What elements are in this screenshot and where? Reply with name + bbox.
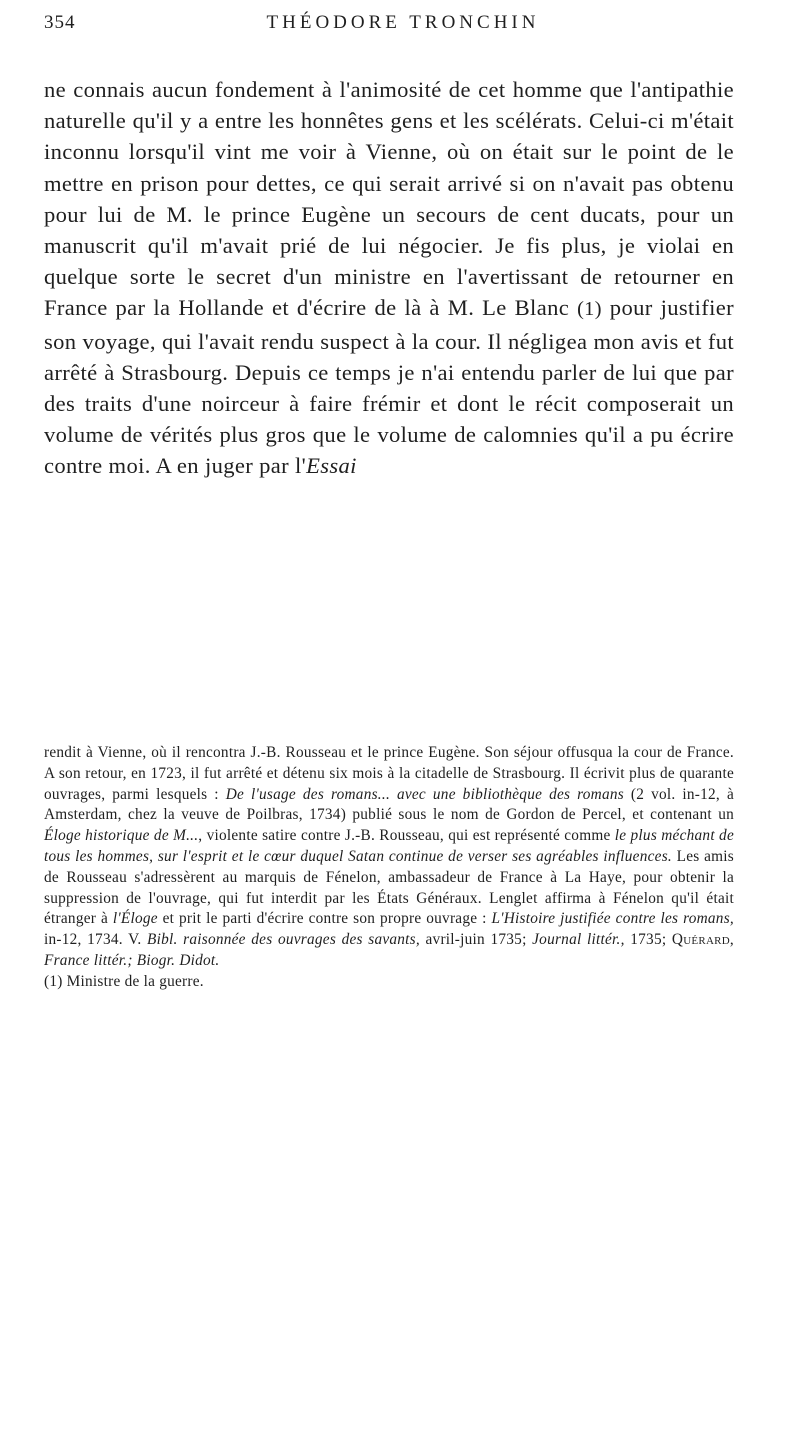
note-author-smallcaps: Quérard — [671, 931, 730, 949]
note-italic: l'Éloge — [112, 910, 158, 928]
page-number: 354 — [44, 12, 76, 33]
note-text: Les amis de Rousseau s'adressèrent au marquis de Fénelon, ambassadeur de France à La Haye, pour obtenir la suppression de l'ouvrage, qui fut interdit par les États Généraux. Lenglet affirma à Fénelon qu'il était étranger à — [44, 847, 734, 928]
note-italic: Bibl. raisonnée des ouvrages des savants, — [147, 931, 420, 949]
note-italic: L'Histoire justifiée contre les romans, — [491, 910, 734, 928]
note-text: (2 vol. in-12, à Amsterdam, chez la veuve de Poilbras, 1734) publié sous le nom de Gordon de Percel, et contenant un — [44, 785, 734, 824]
note-italic: Journal littér., — [532, 931, 625, 949]
note-text: in-12, 1734. V. — [44, 931, 148, 949]
note-italic: De l'usage des romans... avec une bibliothèque des romans — [225, 785, 624, 803]
main-text-segment: ne connais aucun fondement à l'animosité de cet homme que l'antipathie naturelle qu'il y a entre les honnêtes gens et les scélérats. Celui-ci m'était inconnu lorsqu'il vint me voir à Vienne, où on était sur le point de le mettre en prison pour dettes, ce qui serait arrivé si on n'avait pas obtenu pour lui de M. le prince Eugène un secours de cent ducats, pour un manuscrit qu'il m'avait prié de lui négocier. Je fis plus, je violai en quelque sorte le secret d'un ministre en l'avertissant de retourner en France par la Hollande et d'écrire de là à M. Le Blanc — [44, 77, 734, 321]
note-continuation — [44, 743, 734, 972]
note-text: , — [729, 931, 734, 949]
main-text — [44, 74, 734, 482]
note-italic: France littér.; Biogr. Didot. — [44, 951, 220, 969]
notes-block — [44, 743, 734, 993]
note-text: et prit le parti d'écrire contre son propre ouvrage : — [157, 910, 492, 928]
main-text-italic: Essai — [306, 453, 357, 479]
note-text: rendit à Vienne, où il rencontra J.-B. Rousseau et le prince Eugène. Son séjour offusqua la cour de France. A son retour, en 1723, il fut arrêté et détenu six mois à la citadelle de Strasbourg. Il écrivit plus de quarante ouvrages, parmi lesquels : — [44, 744, 734, 803]
note-text: avril-juin 1735; — [419, 931, 533, 949]
running-head: THÉODORE TRONCHIN — [266, 12, 540, 33]
footnote-reference: (1) — [577, 298, 602, 321]
note-text: 1735; — [624, 931, 672, 949]
footnote-1: (1) Ministre de la guerre. — [44, 972, 204, 990]
page-header — [44, 12, 722, 40]
note-italic: Éloge historique de M... — [44, 827, 199, 845]
note-text: , violente satire contre J.-B. Rousseau, qui est représenté comme — [198, 827, 615, 845]
main-paragraph — [44, 74, 734, 482]
main-text-segment: pour justifier son voyage, qui l'avait rendu suspect à la cour. Il négligea mon avis et fut arrêté à Strasbourg. Depuis ce temps je n'ai entendu parler de lui que par des traits d'une noirceur à faire frémir et dont le récit composerait un volume de vérités plus gros que le volume de calomnies qu'il a pu écrire contre moi. A en juger par l' — [44, 295, 734, 479]
note-italic: le plus méchant de tous les hommes, sur l'esprit et le cœur duquel Satan continue de verser ses agréables influences. — [44, 827, 734, 865]
